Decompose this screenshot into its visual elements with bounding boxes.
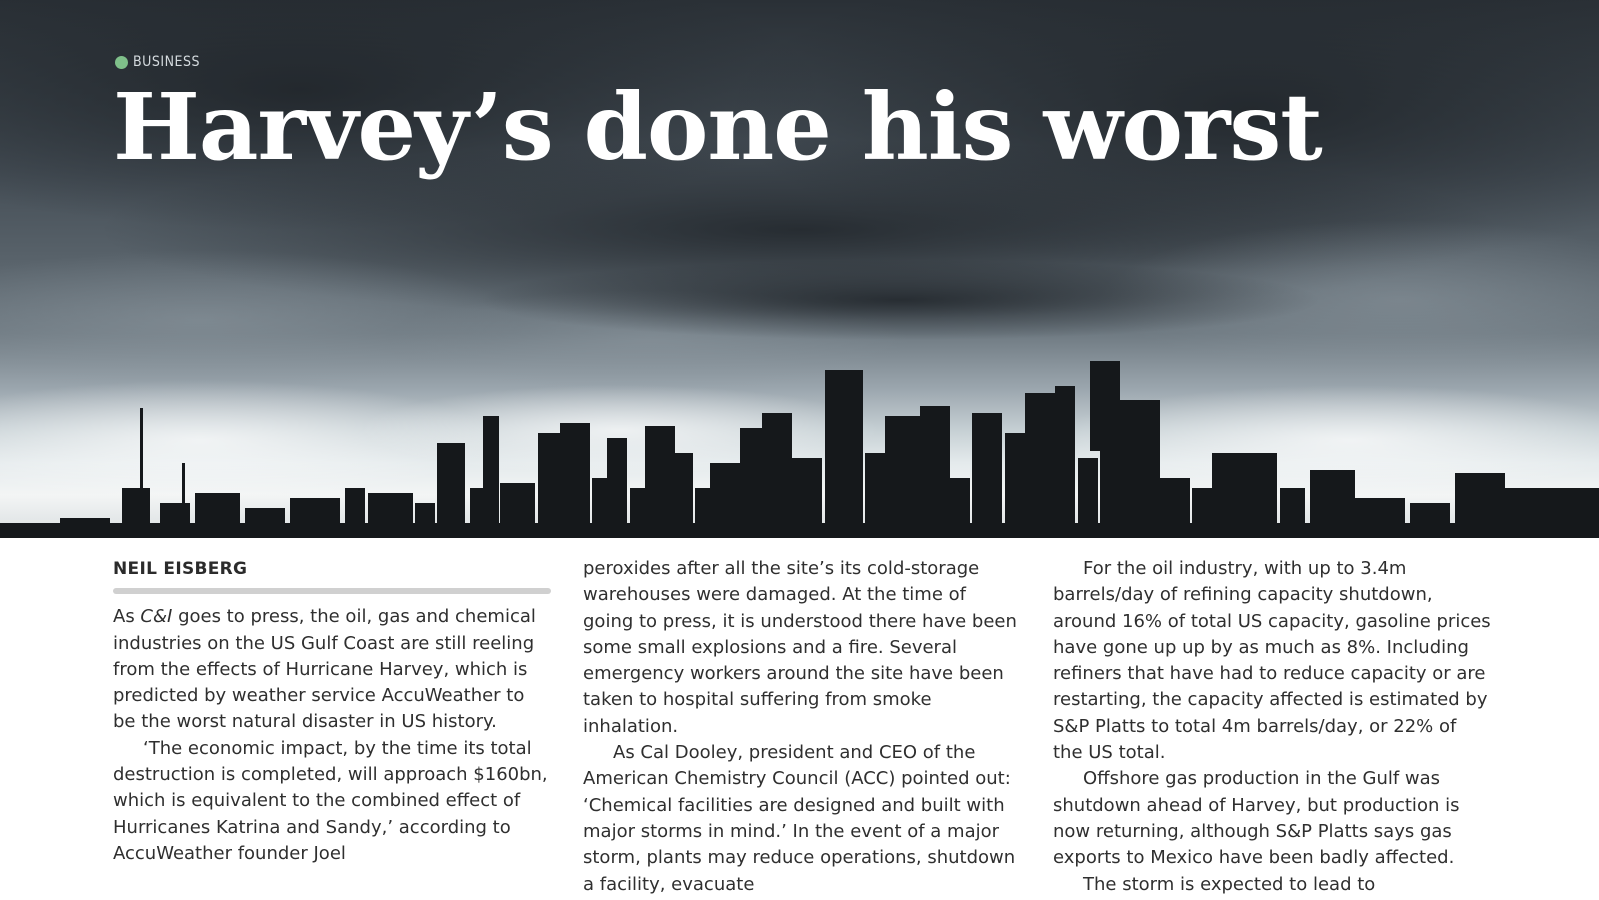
article-headline: Harvey’s done his worst xyxy=(113,73,1322,181)
paragraph: peroxides after all the site’s its cold-storage warehouses were damaged. At the time of going to press, it is understood there have been some small explosions and a fire. Several emergency workers around the site have been taken to hospital suffering from smoke inhalation. xyxy=(583,558,1017,737)
paragraph: Offshore gas production in the Gulf was shutdown ahead of Harvey, but production is now returning, although S&P Platts says gas exports to Mexico have been badly affected. xyxy=(1053,768,1460,869)
section-label: BUSINESS xyxy=(133,54,200,70)
paragraph: ‘The economic impact, by the time its total destruction is completed, will approach $160bn, which is equivalent to the combined effect of Hurricanes Katrina and Sandy,’ according to AccuWeather founder Joel xyxy=(113,737,548,864)
article-column-3 xyxy=(1053,548,1491,900)
article-column-1 xyxy=(113,548,551,900)
article-column-2 xyxy=(583,548,1021,900)
paragraph: The storm is expected to lead to xyxy=(1083,873,1376,895)
paragraph: As Cal Dooley, president and CEO of the American Chemistry Council (ACC) pointed out: ‘Chemical facilities are designed and built with major storms in mind.’ In the event of a major storm, plants may reduce operations, shutdown a facility, evacuate xyxy=(583,742,1016,895)
publication-name: C&I xyxy=(140,606,173,628)
article-body xyxy=(113,548,1493,900)
paragraph-text: goes to press, the oil, gas and chemical industries on the US Gulf Coast are still reeling from the effects of Hurricane Harvey, which is predicted by weather service AccuWeather to be the worst natural disaster in US history. xyxy=(113,606,536,733)
paragraph-text: As xyxy=(113,606,141,628)
section-tag xyxy=(115,54,200,70)
section-dot-icon xyxy=(115,56,128,69)
byline-divider xyxy=(113,588,551,594)
city-skyline-silhouette xyxy=(0,338,1599,538)
author-byline: NEIL EISBERG xyxy=(113,559,248,579)
paragraph: For the oil industry, with up to 3.4m barrels/day of refining capacity shutdown, around 16% of total US capacity, gasoline prices have gone up up by as much as 8%. Including refiners that have had to reduce capacity or are restarting, the capacity affected is estimated by S&P Platts to total 4m barrels/day, or 22% of the US total. xyxy=(1053,558,1491,764)
paragraph xyxy=(113,604,551,735)
